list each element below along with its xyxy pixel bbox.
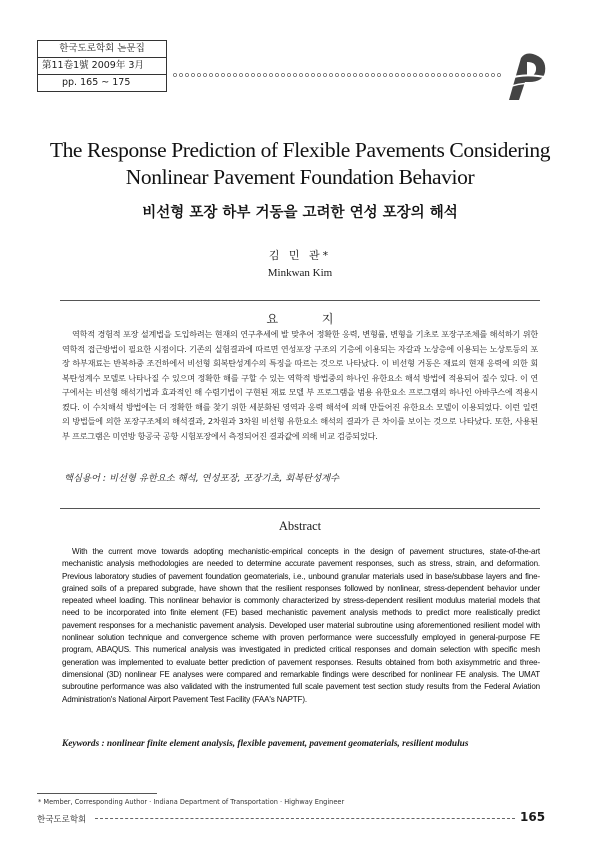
- journal-pages: pp. 165 ~ 175: [62, 77, 131, 88]
- journal-info-box: [37, 40, 167, 92]
- author-name-english: Minkwan Kim: [267, 267, 333, 279]
- abstract-korean: 역학적 경험적 포장 설계법을 도입하려는 현재의 연구추세에 발 맞추어 정확한 응력, 변형률, 변형을 기초로 포장구조체를 해석하기 위한 역학적 접근방법이 필요한 시점이다. 기존의 실험결과에 따르면 연성포장 구조의 기층에 이용되는 자갈과 노상층에 이용되는 노상토등의 포장 하부재료는 반복하중 조건하에서 비선형 회복탄성계수의 특징을 따르는 것으로 나타났다. 이 비선형 거동은 재료의 현재 응력에 의한 회복탄성계수 모델로 나타나질 수 있으며 정확한 해를 구할 수 있는 역학적 방법중의 하나인 유한요소 해석 방법에 적용되어 질수 있다. 이 연구에서는 비선형 해석기법과 효과적인 해 수렴기법이 구현된 재료 모델 부 프로그램을 범용 유한요소 프로그램의 하나인 아바쿠스에 적용시켰다. 이 수치해석 방법에는 더 정확한 해를 찾기 위한 세분화된 영역과 응력 해석에 의해 만들어진 유한요소 모델이 이용되었다. 이런 일련의 방법들에 의한 포장구조체의 해석결과, 2차원과 3차원 비선형 유한요소 해석의 결과가 큰 차이를 보이는 것으로 나타났다. 또한, 사용된 부 프로그램은 미연방 항공국 공항 시험포장에서 측정되어진 결과값에 의해 비교 검증되었다.: [62, 329, 538, 441]
- section-divider: [60, 300, 540, 301]
- paper-title-english: [40, 137, 560, 191]
- footer-rule: [95, 818, 515, 820]
- abstract-english: With the current move towards adopting mechanistic-empirical concepts in the design of pavement structures, state-of-the-art mechanistic analysis methodologies are needed to determine accurate pavement responses, such as stress, strain, and deformation. Previous laboratory studies of pavement foundation geomaterials, i.e., unbound granular materials used in base/subbase layers and fine-grained soils of a prepared subgrade, have shown that the resilient responses followed by nonlinear, stress-dependent behavior under repeated wheel loading. This nonlinear behavior is commonly characterized by stress-dependent resilient modulus material models that need to be incorporated into finite element (FE) based mechanistic pavement analysis methods to predict more realistically predict pavement responses for a mechanistic pavement analysis. Developed user material subroutine using aforementioned resilient model with nonlinear solution technique and convergence scheme with proven performance were successfully employed in general-purpose FE program, ABAQUS. This numerical analysis was investigated in predicted critical responses and domain selection with specific mesh generation was implemented to evaluate better prediction of pavement responses. Results obtained from both axisymmetric and three-dimensional (3D) nonlinear FE analyses were compared and remarkable findings were described for nonlinear FE analysis. The UMAT subroutine performance was also validated with the instrumented full scale pavement test section study results from the Federal Aviation Administration's National Airport Pavement Test Facility (FAA's NAPTF).: [62, 547, 540, 704]
- author-name-korean: 김 민 관*: [268, 249, 332, 262]
- footnote-rule: [37, 793, 157, 794]
- journal-volume: 第11卷1號 2009年 3月: [38, 58, 166, 75]
- author-footnote: * Member, Corresponding Author · Indiana Department of Transportation · Highway Engineer: [38, 798, 345, 806]
- abstract-ko-heading: 요 지: [266, 312, 354, 326]
- section-divider: [60, 508, 540, 509]
- paper-title-korean: 비선형 포장 하부 거동을 고려한 연성 포장의 해석: [142, 205, 458, 221]
- abstract-en-heading: Abstract: [278, 519, 322, 533]
- keywords-korean: 핵심용어 : 비선형 유한요소 해석, 연성포장, 포장기초, 회복탄성계수: [64, 473, 340, 484]
- page-number: 165: [520, 810, 546, 824]
- title-line-1: The Response Prediction of Flexible Pavements Considering: [49, 138, 551, 162]
- dotted-header-line: [172, 72, 502, 78]
- journal-logo-icon: [503, 50, 551, 102]
- footer-society-name: 한국도로학회: [37, 815, 87, 825]
- title-line-2: Nonlinear Pavement Foundation Behavior: [125, 165, 475, 189]
- keywords-english: Keywords : nonlinear finite element analysis, flexible pavement, pavement geomaterials, resilient modulus: [62, 739, 469, 749]
- journal-name: 한국도로학회 논문집: [38, 41, 166, 58]
